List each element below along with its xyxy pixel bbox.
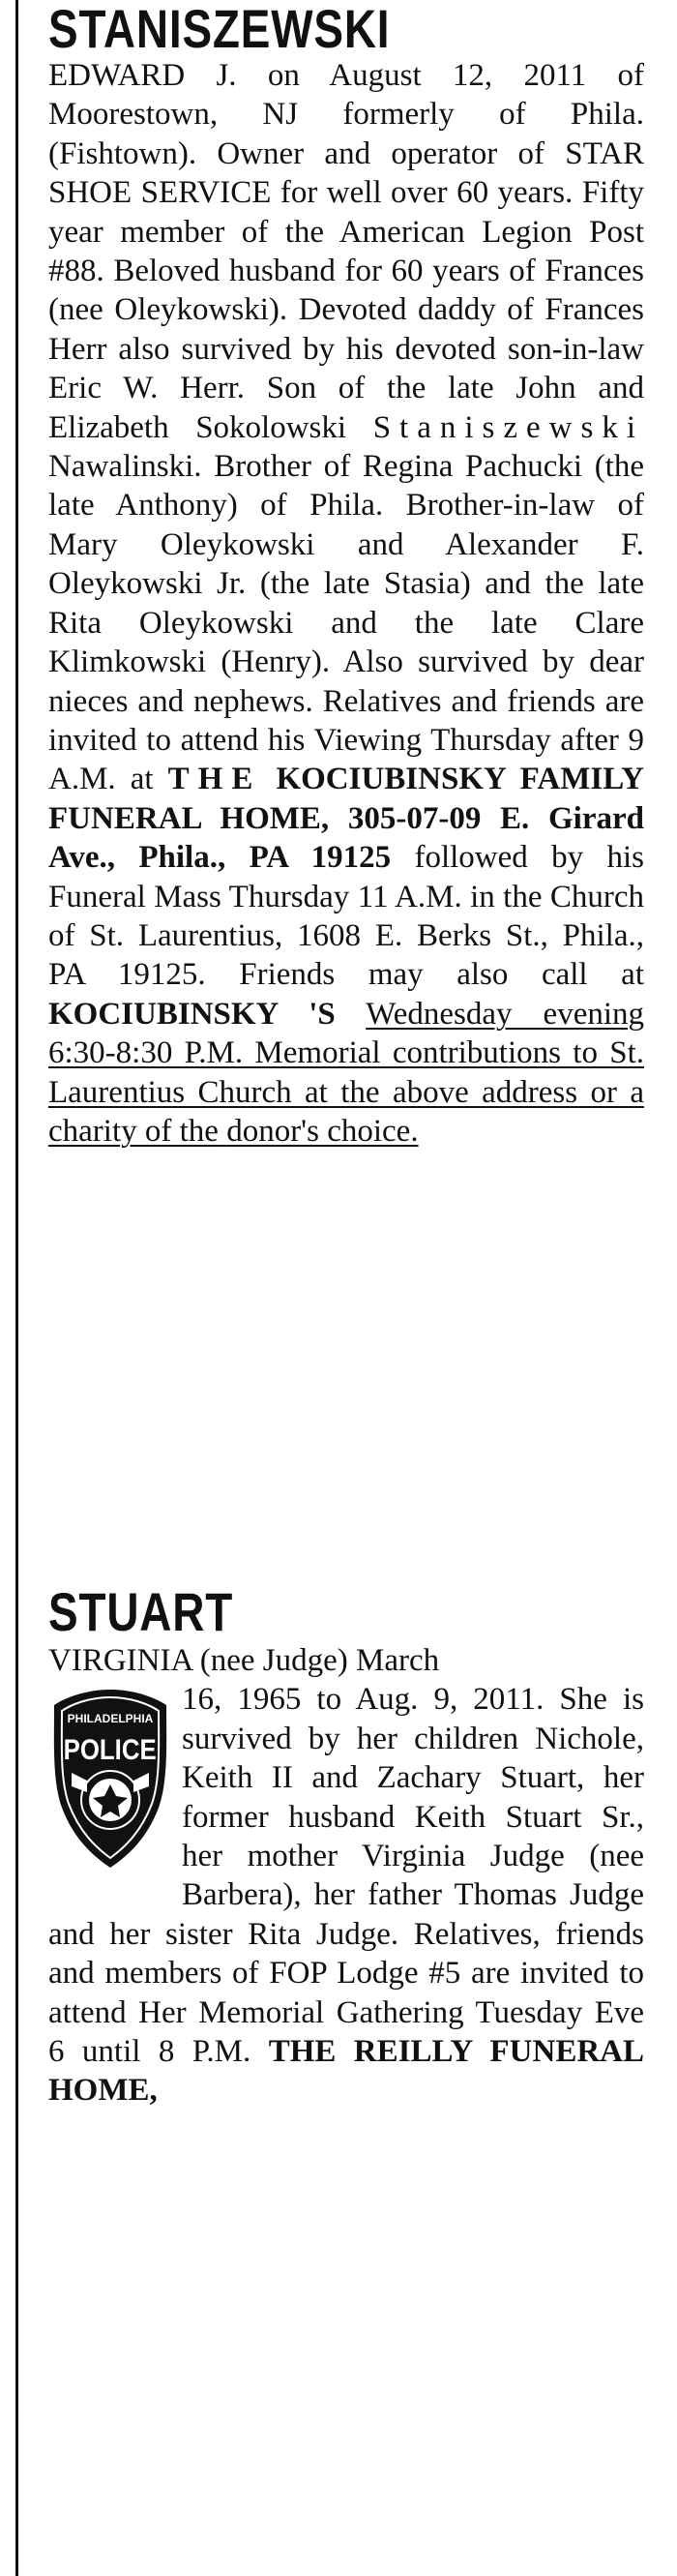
obituary-first-line: VIRGINIA (nee Judge) March [48, 1643, 440, 1678]
column-divider [15, 0, 18, 2576]
obituary-text-part-1: 16, 1965 to Aug. 9, 2011. She is survived by her children Nichole, Keith II and Zachary Stuart, her former husband Keith Stuart Sr., her mother Virginia Judge (nee Barbera), her father Thomas Judge and her sister Rita Judge. Relatives, friends and members of FOP Lodge #5 are invited to attend Her Memorial Gathering Tuesday Eve 6 until 8 P.M. [48, 1682, 644, 2070]
obituary-text-part-4-main: Wednesday evening 6:30-8:30 P.M. Memorial contributions to St. Laurentius Church at the above address or a charity of the [48, 996, 645, 1149]
funeral-home-name: THE REILLY FUNERAL HOME, [48, 2034, 645, 2109]
funeral-home-article: THE [167, 762, 262, 797]
obituary-text-ending: donor's choice. [226, 1113, 419, 1149]
obituary-text-part-3: followed by his Funeral Mass Thursday 11 A.M. in the Church of St. Laurentius, 1608 E. Berks St., Phila., PA 19125. Friends may also call at [48, 840, 644, 993]
obituary-surname: STANISZEWSKI [48, 0, 391, 59]
badge-top-text: PHILADELPHIA [67, 1712, 154, 1726]
obituary-text-part-1: EDWARD J. on August 12, 2011 of Moorestown, NJ formerly of Phila. (Fishtown). Owner and operator of STAR SHOE SERVICE for well over 60 years. Fifty year member of the American Legion Post #88. Beloved husband for 60 years of Frances (nee Oleykowski). Devoted daddy of Frances Herr also survived by his devoted son-in-law Eric W. Herr. Son of the late John and Elizabeth Sokolowski [48, 58, 644, 445]
obituary-staniszewski [48, 0, 644, 1151]
obituary-body [48, 56, 644, 1151]
obituary-stuart [48, 1583, 644, 2111]
police-badge-logo [48, 1684, 172, 1877]
badge-main-text: POLICE [63, 1733, 157, 1766]
funeral-home-call: KOCIUBINSKY 'S [48, 996, 336, 1032]
obituary-spaced-surname: Staniszewski [372, 409, 645, 445]
obituary-text-part-2: Nawalinski. Brother of Regina Pachucki (the late Anthony) of Phila. Brother-in-law of Mary Oleykowski and Alexander F. Oleykowski Jr. (the late Stasia) and the late Rita Oleykowski and the late Clare Klimkowski (Henry). Also survived by dear nieces and nephews. Relatives and friends are invited to attend his Viewing Thursday after 9 A.M. at [48, 449, 644, 797]
obituary-body [48, 1641, 644, 2111]
funeral-home-name: KOCIUBINSKY FAMILY FUNERAL HOME, 305-07-09 E. Girard Ave., Phila., PA 19125 [48, 762, 645, 876]
obituary-surname: STUART [48, 1581, 234, 1642]
police-badge-icon [48, 1684, 172, 1873]
